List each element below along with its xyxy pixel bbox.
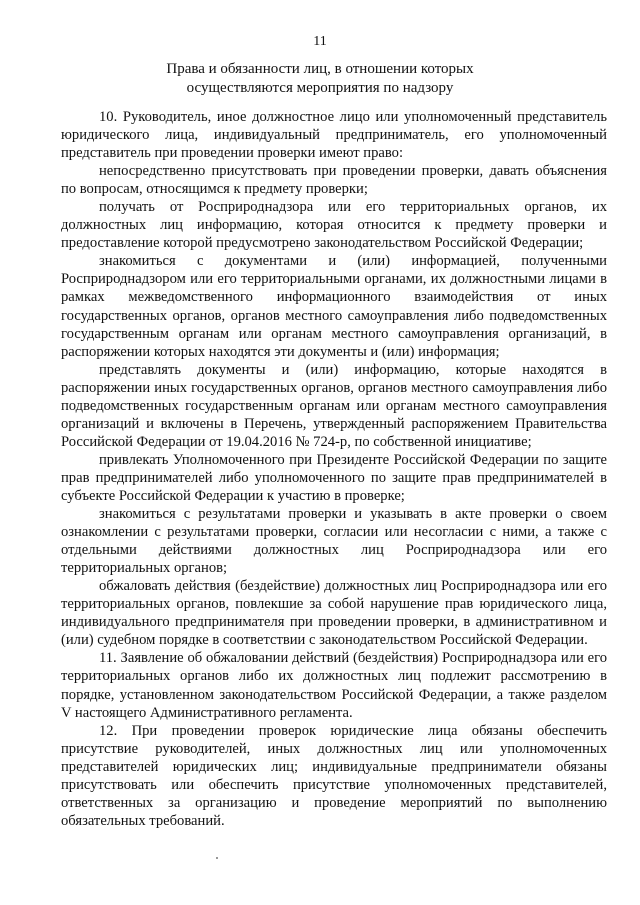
section-heading xyxy=(110,60,530,98)
paragraph-right-involve-ombudsman: привлекать Уполномоченного при Президенте Российской Федерации по защите прав предпринимателей либо уполномоченного по защите прав предпринимателей в субъекте Российской Федерации к участию в проверке; xyxy=(61,451,607,504)
document-body xyxy=(61,108,607,830)
scan-speck xyxy=(216,857,218,859)
paragraph-12-obligations: 12. При проведении проверок юридические лица обязаны обеспечить присутствие руководителей, иных должностных лиц или уполномоченных представителей юридических лиц; индивидуальные предприниматели обязаны присутствовать или обеспечить присутствие уполномоченных представителей, ответственных за организацию и проведение мероприятий по выполнению обязательных требований. xyxy=(61,722,607,829)
section-heading-line-2: осуществляются мероприятия по надзору xyxy=(186,80,454,96)
paragraph-right-receive-info: получать от Росприроднадзора или его территориальных органов, их должностных лиц информацию, которая относится к предмету проверки и предоставление которой предусмотрено законодательством Российской Федерации; xyxy=(61,199,607,252)
page-number: 11 xyxy=(313,34,327,49)
paragraph-right-attend: непосредственно присутствовать при проведении проверки, давать объяснения по вопросам, относящимся к предмету проверки; xyxy=(61,163,607,198)
paragraph-11-appeal-statement: 11. Заявление об обжаловании действий (бездействия) Росприроднадзора или его территориальных органов либо их должностных лиц подлежит рассмотрению в порядке, установленном законодательством Российской Федерации, а также разделом V настоящего Административного регламента. xyxy=(61,650,607,721)
paragraph-right-submit-documents: представлять документы и (или) информацию, которые находятся в распоряжении иных государственных органов, органов местного самоуправления либо подведомственных государственным органам или органам местного самоуправления организаций и включены в Перечень, утвержденный распоряжением Правительства Российской Федерации от 19.04.2016 № 724-р, по собственной инициативе; xyxy=(61,361,607,450)
section-heading-line-1: Права и обязанности лиц, в отношении которых xyxy=(166,61,474,77)
paragraph-right-review-results: знакомиться с результатами проверки и указывать в акте проверки о своем ознакомлении с результатами проверки, согласии или несогласии с ними, а также с отдельными действиями должностных лиц Росприроднадзора или его территориальных органов; xyxy=(61,506,607,577)
paragraph-right-appeal: обжаловать действия (бездействие) должностных лиц Росприроднадзора или его территориальных органов, повлекшие за собой нарушение прав юридического лица, индивидуального предпринимателя при проведении проверки, в административном и (или) судебном порядке в соответствии с законодательством Российской Федерации. xyxy=(61,578,607,649)
paragraph-10-intro: 10. Руководитель, иное должностное лицо или уполномоченный представитель юридического лица, индивидуальный предприниматель, его уполномоченный представитель при проведении проверки имеют право: xyxy=(61,109,607,162)
paragraph-right-review-documents: знакомиться с документами и (или) информацией, полученными Росприроднадзором или его территориальными органами, их должностными лицами в рамках межведомственного информационного взаимодействия от иных государственных органов, органов местного самоуправления либо подведомственных государственным органам или органам местного самоуправления организаций, в распоряжении которых находятся эти документы и (или) информация; xyxy=(61,253,607,360)
